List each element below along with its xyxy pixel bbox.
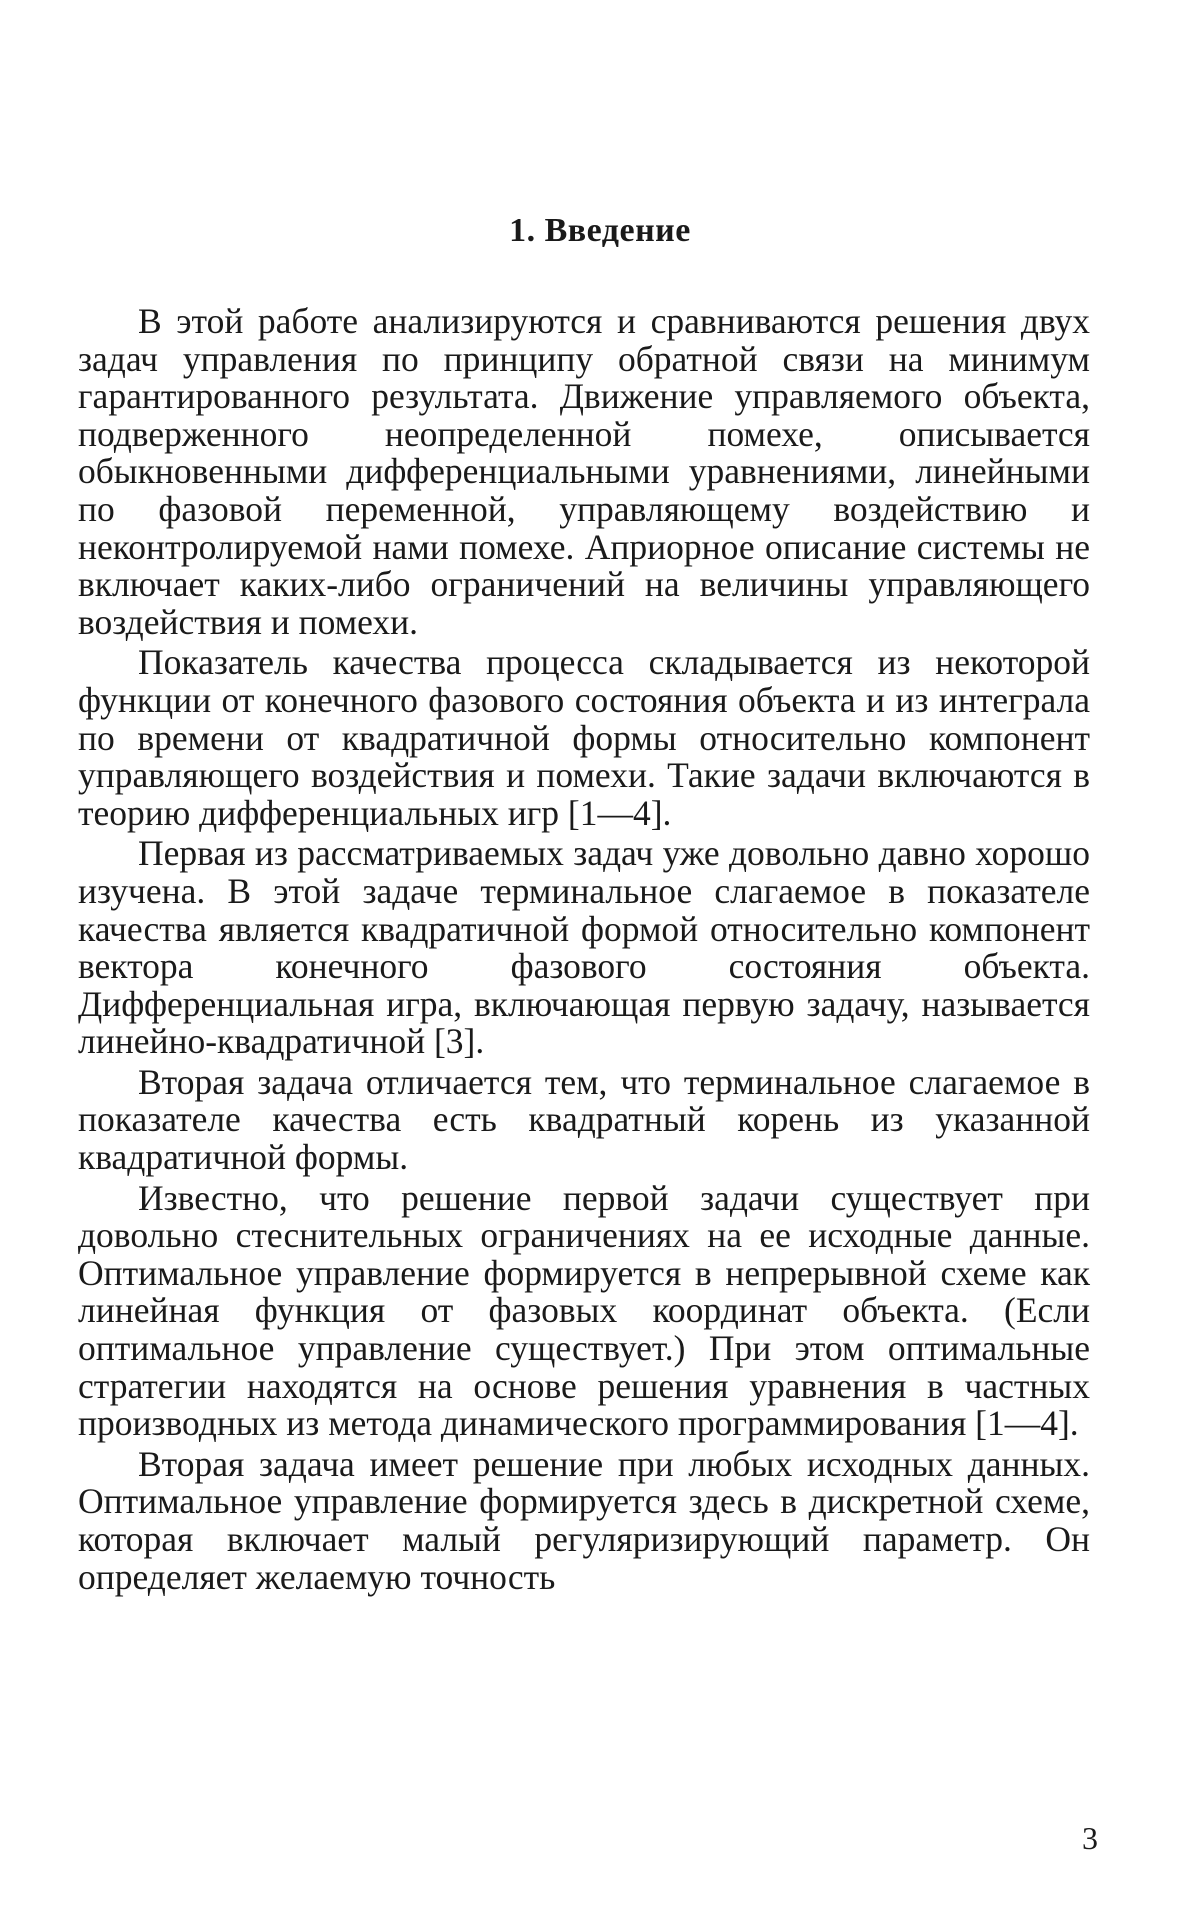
paragraph-2: Показатель качества процесса складывается из некоторой функции от конечного фазового состояния объекта и из интеграла по времени от квадратичной формы относительно компонент управляющего воздействия и помехи. Такие задачи включаются в теорию дифференциальных игр [1—4].: [78, 642, 1090, 833]
paragraph-6: Вторая задача имеет решение при любых исходных данных. Оптимальное управление формируется здесь в дискретной схеме, которая включает малый регуляризирующий параметр. Он определяет желаемую точность: [78, 1443, 1090, 1597]
page-number: 3: [1082, 1820, 1098, 1856]
paragraph-3: Первая из рассматриваемых задач уже довольно давно хорошо изучена. В этой задаче терминальное слагаемое в показателе качества является квадратичной формой относительно компонент вектора конечного фазового состояния объекта. Дифференциальная игра, включающая первую задачу, называется линейно-квадратичной [3].: [78, 833, 1090, 1062]
paragraph-5: Известно, что решение первой задачи существует при довольно стеснительных ограничениях на ее исходные данные. Оптимальное управление формируется в непрерывной схеме как линейная функция от фазовых координат объекта. (Если оптимальное управление существует.) При этом оптимальные стратегии находятся на основе решения уравнения в частных производных из метода динамического программирования [1—4].: [78, 1177, 1090, 1444]
paragraph-4: Вторая задача отличается тем, что терминальное слагаемое в показателе качества есть квадратный корень из указанной квадратичной формы.: [78, 1061, 1090, 1178]
paragraph-1: В этой работе анализируются и сравниваются решения двух задач управления по принципу обратной связи на минимум гарантированного результата. Движение управляемого объекта, подверженного неопределенной помехе, описывается обыкновенными дифференциальными уравнениями, линейными по фазовой переменной, управляющему воздействию и неконтролируемой нами помехе. Априорное описание системы не включает каких-либо ограничений на величины управляющего воздействия и помехи.: [78, 301, 1090, 642]
body-text: [78, 303, 1090, 1599]
section-heading: 1. Введение: [509, 212, 691, 249]
